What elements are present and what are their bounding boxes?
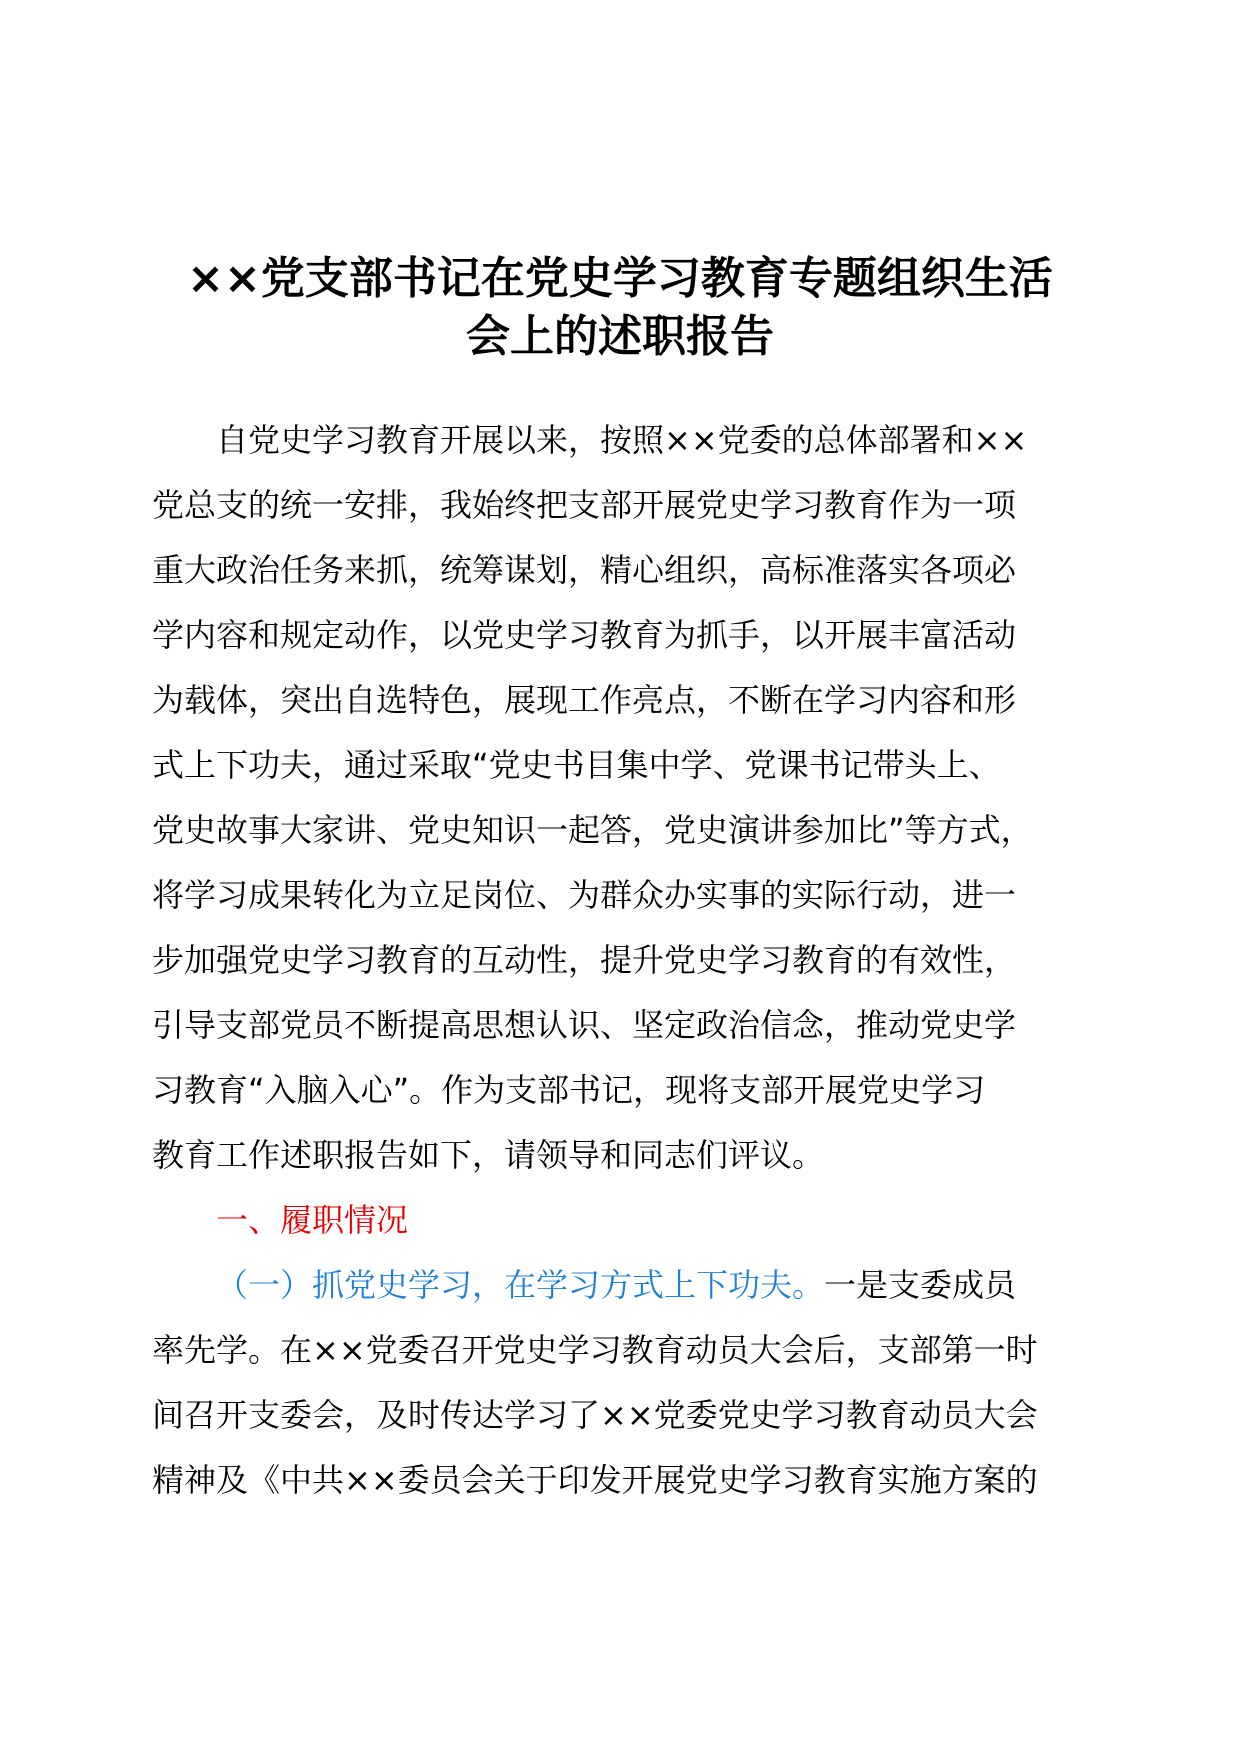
title-line: ××党支部书记在党史学习教育专题组织生活 [187,253,1053,304]
section-heading-paragraph [152,1188,1082,1253]
title-line: 会上的述职报告 [466,311,774,362]
paragraph-line: 式上下功夫，通过采取“党史书目集中学、党课书记带头上、 [152,746,1001,784]
paragraph-line [152,1253,1082,1318]
paragraph-line: 率先学。在××党委召开党史学习教育动员大会后，支部第一时 [152,1331,1038,1369]
intro-paragraph [152,408,1082,1188]
paragraph-line: 习教育“入脑入心”。作为支部书记，现将支部开展党史学习 [152,1071,986,1109]
subsection-heading: （一）抓党史学习，在学习方式上下功夫。 [216,1266,825,1304]
paragraph-line: 自党史学习教育开展以来，按照××党委的总体部署和×× [216,421,1028,459]
document-title [150,250,1090,366]
subsection-first-line-text: 一是支委成员 [824,1266,1017,1304]
paragraph-line: 党总支的统一安排，我始终把支部开展党史学习教育作为一项 [152,486,1017,524]
paragraph-line: 重大政治任务来抓，统筹谋划，精心组织，高标准落实各项必 [152,551,1017,589]
document-body [152,408,1082,1513]
paragraph-line: 为载体，突出自选特色，展现工作亮点，不断在学习内容和形 [152,681,1017,719]
subsection-paragraph [152,1253,1082,1513]
section-heading: 一、履职情况 [216,1201,409,1239]
paragraph-line: 党史故事大家讲、党史知识一起答，党史演讲参加比”等方式， [152,811,1033,849]
paragraph-line: 教育工作述职报告如下，请领导和同志们评议。 [152,1136,825,1174]
paragraph-line: 将学习成果转化为立足岗位、为群众办实事的实际行动，进一 [152,876,1017,914]
paragraph-line: 引导支部党员不断提高思想认识、坚定政治信念，推动党史学 [152,1006,1017,1044]
paragraph-line: 步加强党史学习教育的互动性，提升党史学习教育的有效性， [152,941,1017,979]
paragraph-line: 学内容和规定动作，以党史学习教育为抓手，以开展丰富活动 [152,616,1017,654]
paragraph-line: 间召开支委会，及时传达学习了××党委党史学习教育动员大会 [152,1396,1038,1434]
paragraph-line: 精神及《中共××委员会关于印发开展党史学习教育实施方案的 [152,1461,1038,1499]
